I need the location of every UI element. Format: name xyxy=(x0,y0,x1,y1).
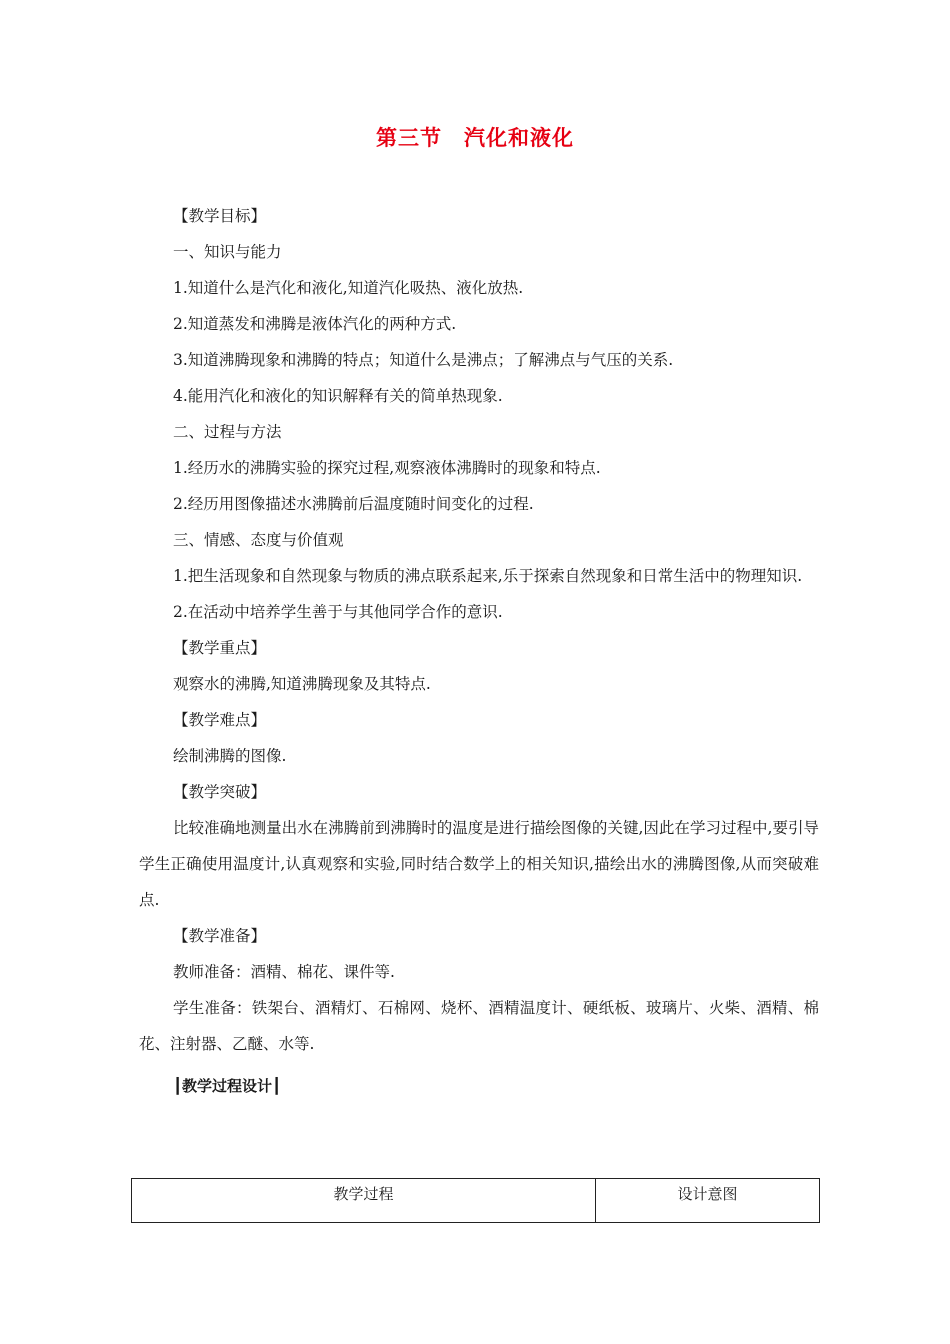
list-item: 4.能用汽化和液化的知识解释有关的简单热现象. xyxy=(173,387,503,405)
list-item: 2.在活动中培养学生善于与其他同学合作的意识. xyxy=(173,603,503,621)
teacher-preparation: 教师准备：酒精、棉花、课件等. xyxy=(173,963,395,981)
difficulties-text: 绘制沸腾的图像. xyxy=(173,747,287,765)
goals-heading: 【教学目标】 xyxy=(173,207,267,225)
process-table xyxy=(131,1178,820,1223)
table-header-intent: 设计意图 xyxy=(596,1179,820,1223)
student-preparation: 学生准备：铁架台、酒精灯、石棉网、烧杯、酒精温度计、硬纸板、玻璃片、火柴、酒精、棉花、注射器、乙醚、水等. xyxy=(139,999,819,1053)
document-body xyxy=(139,198,819,1104)
list-item: 1.知道什么是汽化和液化,知道汽化吸热、液化放热. xyxy=(173,279,524,297)
page-title: 第三节 汽化和液化 xyxy=(376,126,574,150)
difficulties-heading: 【教学难点】 xyxy=(173,711,267,729)
design-heading: ┃教学过程设计┃ xyxy=(173,1077,282,1095)
preparation-heading: 【教学准备】 xyxy=(173,927,267,945)
section-knowledge-heading: 一、知识与能力 xyxy=(173,243,282,261)
breakthrough-text: 比较准确地测量出水在沸腾前到沸腾时的温度是进行描绘图像的关键,因此在学习过程中,要引导学生正确使用温度计,认真观察和实验,同时结合数学上的相关知识,描绘出水的沸腾图像,从而突破难点. xyxy=(139,819,819,909)
list-item: 2.知道蒸发和沸腾是液体汽化的两种方式. xyxy=(173,315,457,333)
table-header-process: 教学过程 xyxy=(132,1179,596,1223)
list-item: 2.经历用图像描述水沸腾前后温度随时间变化的过程. xyxy=(173,495,534,513)
table-row xyxy=(132,1179,820,1223)
list-item: 1.经历水的沸腾实验的探究过程,观察液体沸腾时的现象和特点. xyxy=(173,459,601,477)
section-process-heading: 二、过程与方法 xyxy=(173,423,282,441)
key-points-text: 观察水的沸腾,知道沸腾现象及其特点. xyxy=(173,675,431,693)
list-item: 1.把生活现象和自然现象与物质的沸点联系起来,乐于探索自然现象和日常生活中的物理知识. xyxy=(173,567,803,585)
section-values-heading: 三、情感、态度与价值观 xyxy=(173,531,344,549)
list-item: 3.知道沸腾现象和沸腾的特点；知道什么是沸点；了解沸点与气压的关系. xyxy=(173,351,674,369)
breakthrough-heading: 【教学突破】 xyxy=(173,783,267,801)
key-points-heading: 【教学重点】 xyxy=(173,639,267,657)
